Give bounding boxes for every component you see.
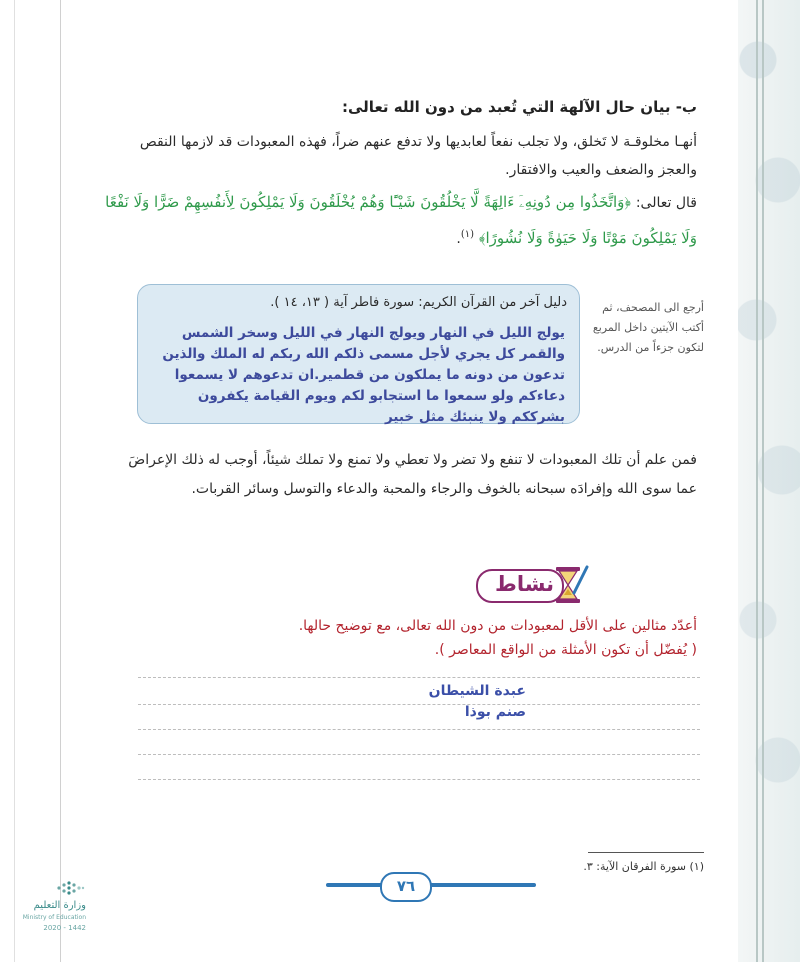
verse-end: . [456,231,461,247]
page-number-badge [380,872,432,902]
quran-verse [97,186,697,255]
verse-open-bracket: ﴿ [624,193,632,211]
edge-divider [756,0,758,962]
activity-note: ( يُفضّل أن تكون الأمثلة من الواقع المعاصر ). [434,642,697,658]
footnote-ref: (١) [460,229,475,240]
answer-line [138,779,700,780]
verse-text: وَاتَّخَذُوا مِن دُونِهِۦٓ ءَالِهَةً لَّا يَخْلُقُونَ شَيْـًٔا وَهُمْ يُخْلَقُونَ وَلَا يَمْلِكُونَ لِأَنفُسِهِمْ ضَرًّا وَلَا نَفْعًا وَلَا يَمْلِكُونَ مَوْتًا وَلَا حَيَوٰةً وَلَا نُشُورًا [105,193,697,247]
side-note: أرجع الى المصحف، ثم أكتب الآيتين داخل المربع لتكون جزءاً من الدرس. [592,301,704,354]
logo-arabic: وزارة التعليم [33,900,86,911]
logo-year: 2020 - 1442 [43,924,86,932]
handwritten-verse: يولج الليل في النهار ويولج النهار في الليل وسخر الشمس والقمر كل يجري لأجل مسمى ذلكم الله ربكم له الملك والذين تدعون من دونه ما يملكون من قطمير.ان تدعوهم لا يسمعوا دعاءكم ولو سمعوا ما استجابو لكم ويوم القيامة يكفرون بشرككم ولا ينبئك مثل خبير [162,325,565,425]
answer-line [138,677,700,678]
activity-label: نشاط [495,572,554,596]
margin-line [14,0,15,962]
verse-lead: قال تعالى: [635,195,697,211]
answer-text: صنم بوذا [464,704,526,720]
activity-instruction: أعدّد مثالين على الأقل لمعبودات من دون الله تعالى، مع توضيح حالها. [298,618,697,634]
margin-line [60,0,61,962]
paragraph-gods-description: أنهـا مخلوقـة لا تَخلق، ولا تجلب نفعاً لعابديها ولا تدفع عنهم ضراً، فهذه المعبودات قد لازمها النقص والعجز والضعف والعيب والافتقار. [139,134,697,178]
edge-divider [762,0,764,962]
footnote-rule [588,852,704,853]
page-number: ٧٦ [396,877,416,895]
paragraph-conclusion: فمن علم أن تلك المعبودات لا تنفع ولا تضر ولا تعطي ولا تمنع ولا تملك شيئاً، أوجب له ذلك الإعراضَ عما سوى الله وإفرادَه سبحانه بالخوف والرجاء والمحبة والدعاء والتوسل وسائر القربات. [128,452,697,497]
evidence-box [137,284,580,424]
evidence-box-title: دليل آخر من القرآن الكريم: سورة فاطر آية ( ١٣، ١٤ ). [270,295,567,310]
activity-header [470,563,590,607]
answer-line [138,729,700,730]
answer-text: عبدة الشيطان [428,683,526,699]
ministry-logo [16,880,88,942]
footnote: (١) سورة الفرقان الآية: ٣. [583,860,704,873]
logo-english: Ministry of Education [22,914,86,921]
section-heading: ب- بيان حال الآلهة التي تُعبد من دون الله تعالى: [342,98,697,116]
hourglass-pen-icon [550,563,590,607]
logo-dots-icon [56,880,86,896]
answer-line [138,704,700,705]
verse-close-bracket: ﴾ [478,229,486,247]
decorative-edge-pattern [738,0,800,962]
answer-line [138,754,700,755]
